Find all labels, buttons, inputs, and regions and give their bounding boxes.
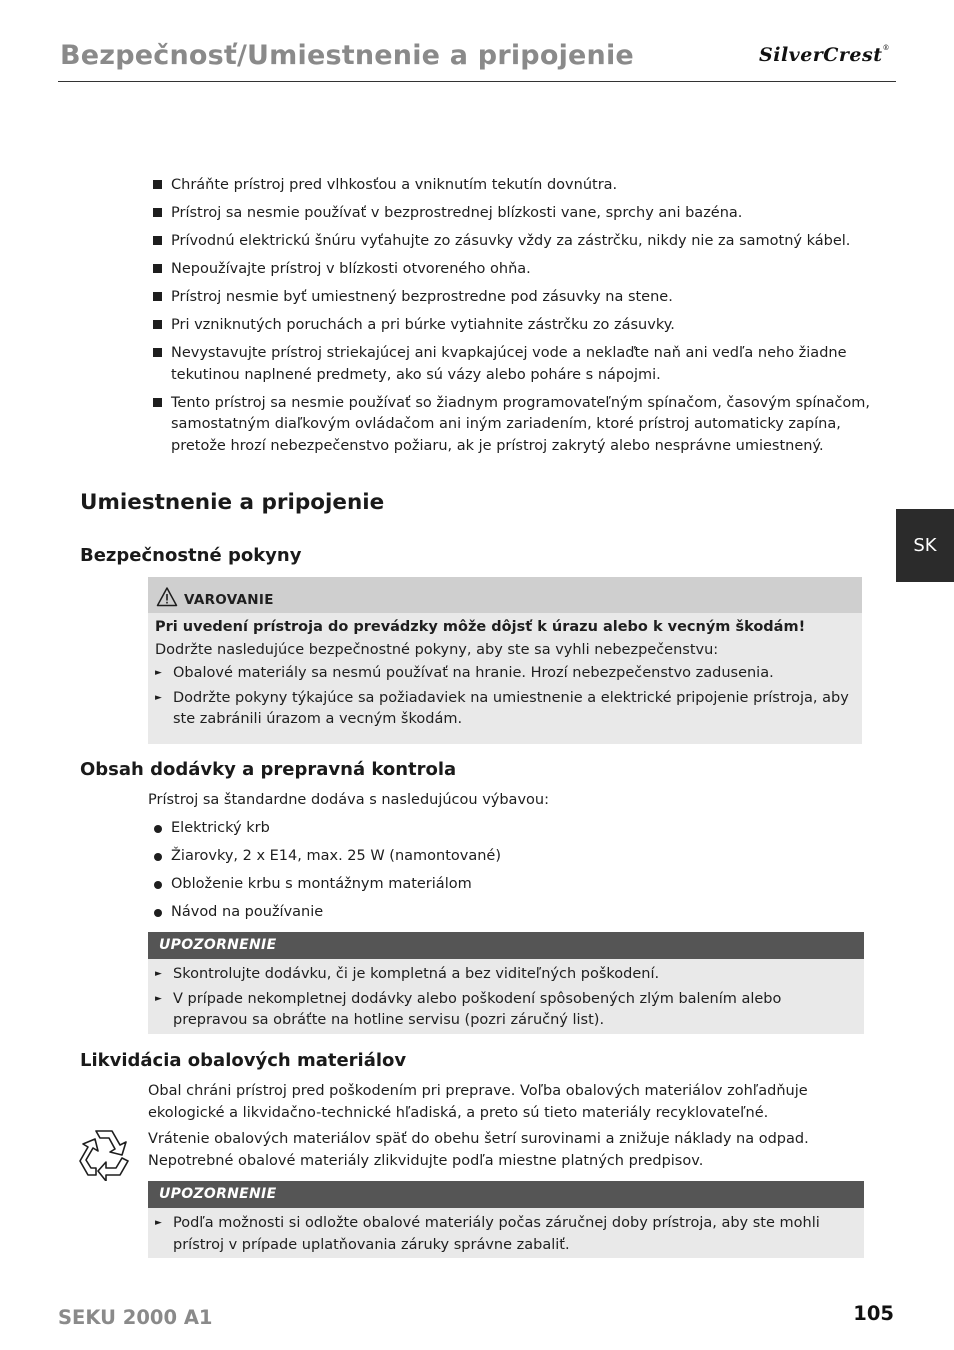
brand-logo-text: SilverCrest <box>759 44 883 66</box>
square-bullet-icon <box>153 320 162 329</box>
list-item-text: Elektrický krb <box>171 820 270 836</box>
model-number: SEKU 2000 A1 <box>58 1306 213 1329</box>
list-item-text: Chráňte prístroj pred vlhkosťou a vniknutím tekutín dovnútra. <box>171 177 618 193</box>
note-body <box>148 959 864 1036</box>
warning-box <box>148 577 862 744</box>
square-bullet-icon <box>153 292 162 301</box>
list-item <box>155 989 856 1032</box>
page-number: 105 <box>853 1302 894 1325</box>
section-title: Umiestnenie a pripojenie <box>80 490 385 515</box>
header-divider <box>58 81 896 82</box>
list-item <box>155 1213 856 1256</box>
arrow-bullet-icon: ► <box>155 668 162 678</box>
arrow-bullet-icon: ► <box>155 692 162 703</box>
warning-header <box>148 577 862 613</box>
disposal-paragraph-2: Vrátenie obalových materiálov späť do obehu šetrí surovinami a znižuje náklady na odpad. Nepotrebné obalové materiály zlikvidujte podľa miestne platných predpisov. <box>148 1131 809 1169</box>
list-item-text: Žiarovky, 2 x E14, max. 25 W (namontované) <box>171 848 502 864</box>
square-bullet-icon <box>153 180 162 189</box>
list-item-text: Prístroj nesmie byť umiestnený bezprostredne pod zásuvky na stene. <box>171 289 673 305</box>
list-item-text: Tento prístroj sa nesmie používať so žiadnym programovateľným spínačom, časovým spínačom, samostatným diaľkovým ovládačom ani iným zariadením, ktoré prístroj automaticky zapína, pretože hrozí nebezpečenstvo požiaru, ak je prístroj zakrytý alebo nesprávne umiestnený. <box>171 394 871 454</box>
list-item <box>155 663 852 685</box>
list-item <box>153 846 501 868</box>
list-item <box>155 964 856 986</box>
warning-text: Dodržte nasledujúce bezpečnostné pokyny, aby ste sa vyhli nebezpečenstvu: <box>155 642 719 658</box>
warning-list <box>148 663 862 731</box>
page-title: Bezpečnosť/Umiestnenie a pripojenie <box>60 40 634 71</box>
note-label: UPOZORNENIE <box>148 932 864 959</box>
list-item <box>153 818 501 840</box>
delivery-intro: Prístroj sa štandardne dodáva s nasledujúcou výbavou: <box>148 792 549 808</box>
list-item <box>155 688 852 731</box>
safety-instructions-heading: Bezpečnostné pokyny <box>80 545 302 566</box>
list-item <box>153 175 873 197</box>
note-label: UPOZORNENIE <box>148 1181 864 1208</box>
list-item-text: Prívodnú elektrickú šnúru vyťahujte zo zásuvky vždy za zástrčku, nikdy nie za samotný kábel. <box>171 233 851 249</box>
warning-bold-text: Pri uvedení prístroja do prevádzky môže dôjsť k úrazu alebo k vecným škodám! <box>155 619 806 635</box>
round-bullet-icon <box>154 825 162 833</box>
note-list <box>155 1213 856 1256</box>
list-item-text: Pri vzniknutých poruchách a pri búrke vytiahnite zástrčku zo zásuvky. <box>171 317 675 333</box>
list-item-text: Dodržte pokyny týkajúce sa požiadaviek na umiestnenie a elektrické pripojenie prístroja, aby ste zabránili úrazom a vecným škodám. <box>173 689 849 727</box>
arrow-bullet-icon: ► <box>155 969 162 979</box>
list-item-text: Obalové materiály sa nesmú používať na hranie. Hrozí nebezpečenstvo zadusenia. <box>173 665 774 681</box>
list-item-text: Podľa možnosti si odložte obalové materiály počas záručnej doby prístroja, aby ste mohli prístroj v prípade uplatňovania záruky správne zabaliť. <box>173 1215 820 1253</box>
list-item-text: Nevystavujte prístroj striekajúcej ani kvapkajúcej vode a neklaďte naň ani vedľa neho žiadne tekutinou naplnené predmety, ako sú vázy alebo poháre s nápojmi. <box>171 345 847 383</box>
list-item-text: Nepoužívajte prístroj v blízkosti otvoreného ohňa. <box>171 261 531 277</box>
disposal-heading: Likvidácia obalových materiálov <box>80 1050 407 1071</box>
list-item <box>153 393 873 458</box>
delivery-heading: Obsah dodávky a prepravná kontrola <box>80 759 457 780</box>
square-bullet-icon <box>153 398 162 407</box>
square-bullet-icon <box>153 236 162 245</box>
square-bullet-icon <box>153 348 162 357</box>
brand-logo <box>759 44 890 66</box>
list-item <box>153 203 873 225</box>
language-tab: SK <box>896 509 954 582</box>
list-item <box>153 231 873 253</box>
list-item <box>153 343 873 386</box>
square-bullet-icon <box>153 208 162 217</box>
list-item <box>153 259 873 281</box>
list-item-text: Obloženie krbu s montážnym materiálom <box>171 876 472 892</box>
round-bullet-icon <box>154 909 162 917</box>
warning-triangle-icon <box>156 586 178 608</box>
list-item-text: Skontrolujte dodávku, či je kompletná a bez viditeľných poškodení. <box>173 966 660 982</box>
arrow-bullet-icon: ► <box>155 993 162 1004</box>
delivery-list <box>153 818 501 930</box>
note-list <box>155 964 856 1032</box>
list-item-text: V prípade nekompletnej dodávky alebo poškodení spôsobených zlým balením alebo prepravou sa obráťte na hotline servisu (pozri záručný list). <box>173 990 782 1028</box>
warning-label: VAROVANIE <box>184 592 274 608</box>
registered-mark: ® <box>882 44 890 52</box>
list-item <box>153 874 501 896</box>
safety-list <box>153 175 873 464</box>
square-bullet-icon <box>153 264 162 273</box>
arrow-bullet-icon: ► <box>155 1218 162 1228</box>
list-item-text: Prístroj sa nesmie používať v bezprostrednej blízkosti vane, sprchy ani bazéna. <box>171 205 743 221</box>
note-body <box>148 1208 864 1260</box>
note-box <box>148 1181 864 1258</box>
round-bullet-icon <box>154 853 162 861</box>
note-box <box>148 932 864 1034</box>
recycle-icon <box>74 1125 134 1181</box>
list-item <box>153 902 501 924</box>
list-item <box>153 315 873 337</box>
round-bullet-icon <box>154 881 162 889</box>
list-item-text: Návod na používanie <box>171 904 324 920</box>
list-item <box>153 287 873 309</box>
disposal-paragraph-1: Obal chráni prístroj pred poškodením pri preprave. Voľba obalových materiálov zohľadňuje ekologické a likvidačno-technické hľadiská, a preto sú tieto materiály recyklovateľné. <box>148 1083 808 1121</box>
